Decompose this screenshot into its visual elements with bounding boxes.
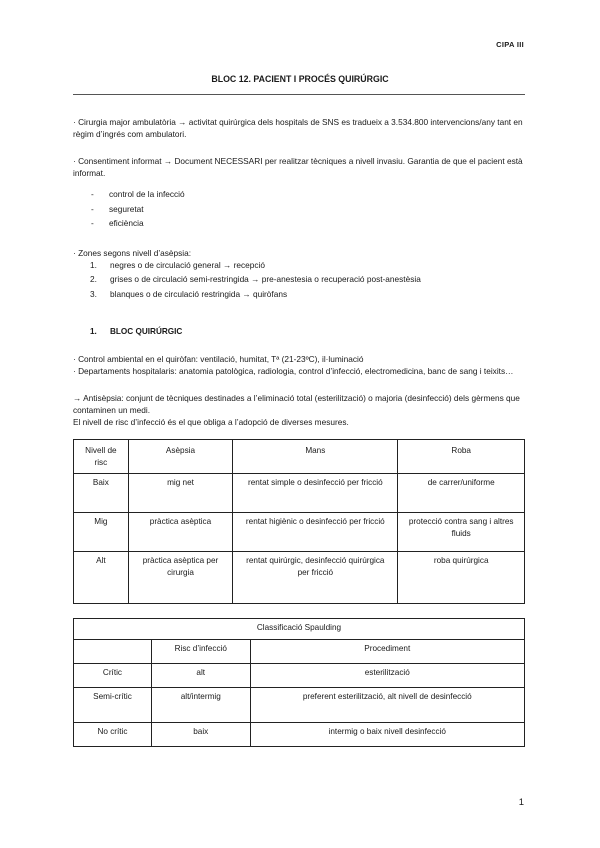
table-cell: rentat quirúrgic, desinfecció quirúrgica per fricció: [233, 551, 398, 603]
table-cell: de carrer/uniforme: [398, 473, 525, 512]
table-cell: baix: [151, 722, 250, 746]
table-cell: pràctica asèptica: [128, 512, 233, 551]
paragraph-control-ambiental: · Control ambiental en el quiròfan: ventilació, humitat, Tª (21-23ºC), il·luminació: [73, 353, 364, 364]
table-cell: roba quirúrgica: [398, 551, 525, 603]
spaulding-table: [73, 618, 525, 747]
paragraph-nivell-risc: El nivell de risc d’infecció és el que obliga a l’adopció de diverses mesures.: [73, 417, 349, 428]
list-marker: -: [91, 203, 94, 214]
table-header-cell: Nivell de risc: [74, 440, 129, 474]
table-cell: protecció contra sang i altres fluids: [398, 512, 525, 551]
table-header-row: [74, 639, 525, 663]
table-cell: alt/intermig: [151, 687, 250, 722]
table-header-cell: Mans: [233, 440, 398, 474]
list-item-text: grises o de circulació semi-restringida → pre-anestesia o recuperació post-anestèsia: [110, 274, 421, 285]
table-caption: Classificació Spaulding: [74, 618, 525, 639]
list-marker: 3.: [90, 288, 97, 299]
list-item: [91, 203, 525, 218]
table-cell: esterilització: [250, 663, 524, 687]
list-marker: 2.: [90, 274, 97, 285]
table-header-cell: Risc d’infecció: [151, 639, 250, 663]
list-marker: -: [91, 189, 94, 200]
table-header-row: [74, 440, 525, 474]
section-heading: [90, 326, 525, 338]
table-cell: rentat simple o desinfecció per fricció: [233, 473, 398, 512]
list-item: [90, 288, 525, 303]
list-item-text: seguretat: [109, 203, 144, 214]
table-cell: rentat higiènic o desinfecció per fricció: [233, 512, 398, 551]
table-row: [74, 512, 525, 551]
table-cell: alt: [151, 663, 250, 687]
table-cell: Baix: [74, 473, 129, 512]
page-title: BLOC 12. PACIENT I PROCÉS QUIRÚRGIC: [211, 74, 389, 84]
table-cell: intermig o baix nivell desinfecció: [250, 722, 524, 746]
paragraph-antisepsia: → Antisèpsia: conjunt de tècniques destinades a l’eliminació total (esterilització) o majoria (desinfecció) dels gèrmens que contaminen un medi.: [73, 393, 520, 416]
paragraph-consentiment: · Consentiment informat → Document NECESSARI per realitzar tècniques a nivell invasiu. Garantia de que el pacient està informat.: [73, 156, 523, 179]
table-header-cell: Asèpsia: [128, 440, 233, 474]
document-body: [73, 116, 525, 747]
section-title: BLOC QUIRÚRGIC: [110, 327, 183, 337]
page-number: 1: [518, 797, 524, 808]
list-item: [91, 188, 525, 203]
list-marker: 1.: [90, 259, 97, 270]
list-item-text: control de la infecció: [109, 189, 185, 200]
table-header-cell: Roba: [398, 440, 525, 474]
section-number: 1.: [90, 327, 97, 337]
table-caption-row: [74, 618, 525, 639]
consent-goals-list: [91, 188, 525, 232]
table-cell: Semi-crític: [74, 687, 152, 722]
paragraph-cirurgia: · Cirurgia major ambulatòria → activitat quirúrgica dels hospitals de SNS es tradueix a 3.534.800 intervencions/any tant en règim d’ingrés com ambulatori.: [73, 117, 523, 140]
table-row: [74, 687, 525, 722]
list-item: [90, 259, 525, 274]
paragraph-departaments: · Departaments hospitalaris: anatomia patològica, radiologia, control d’infecció, electromedicina, banc de sang i teixits…: [73, 365, 514, 376]
risk-level-table: [73, 439, 525, 604]
table-cell: preferent esterilització, alt nivell de desinfecció: [250, 687, 524, 722]
table-cell: Alt: [74, 551, 129, 603]
list-marker: -: [91, 218, 94, 229]
table-row: [74, 473, 525, 512]
table-row: [74, 722, 525, 746]
table-cell: pràctica asèptica per cirurgia: [128, 551, 233, 603]
course-header: CIPA III: [496, 40, 524, 49]
table-header-cell: Procediment: [250, 639, 524, 663]
title-divider: [73, 94, 525, 95]
list-item: [91, 217, 525, 232]
table-cell: No crític: [74, 722, 152, 746]
table-row: [74, 551, 525, 603]
table-cell: Crític: [74, 663, 152, 687]
table-cell: mig net: [128, 473, 233, 512]
table-cell: Mig: [74, 512, 129, 551]
zones-list: [90, 259, 525, 303]
table-header-cell: [74, 639, 152, 663]
list-item-text: blanques o de circulació restringida → quiròfans: [110, 288, 288, 299]
zones-intro: · Zones segons nivell d’asèpsia:: [73, 247, 192, 258]
list-item: [90, 273, 525, 288]
list-item-text: eficiència: [109, 218, 144, 229]
list-item-text: negres o de circulació general → recepció: [110, 259, 265, 270]
table-row: [74, 663, 525, 687]
